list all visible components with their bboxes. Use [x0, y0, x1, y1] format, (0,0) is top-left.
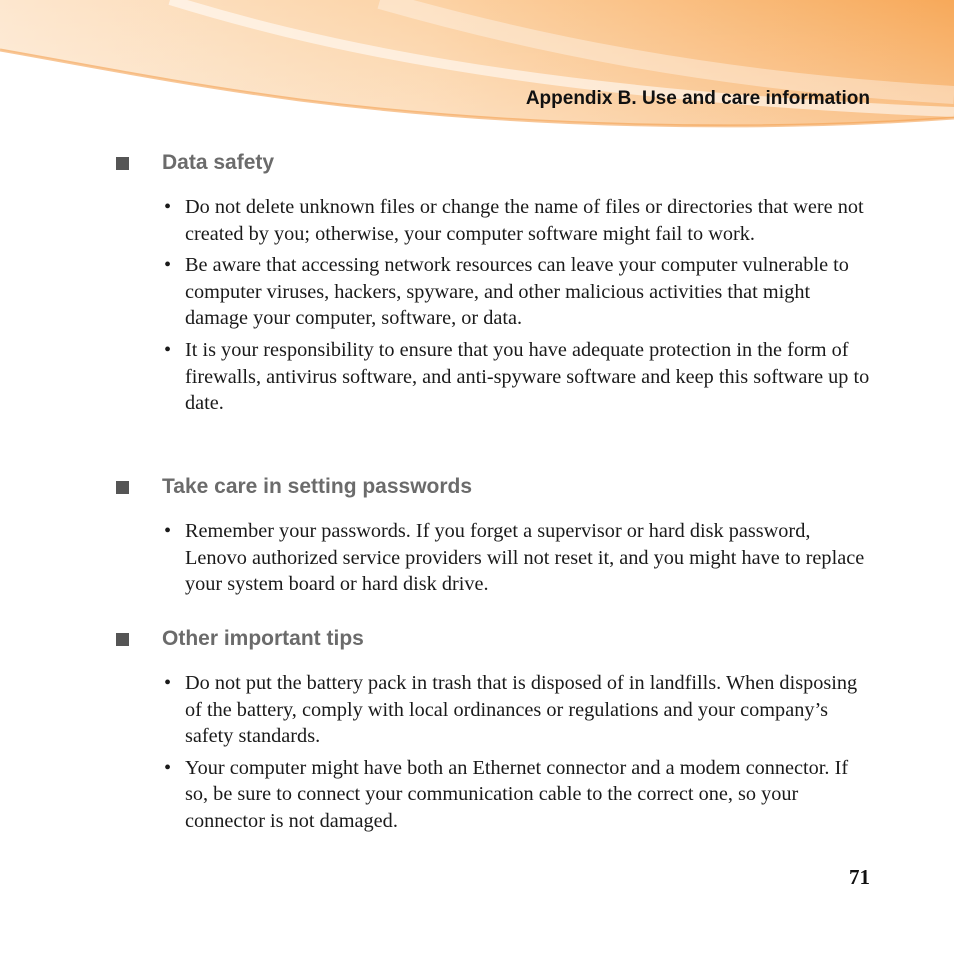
header-decoration [0, 0, 954, 140]
list-item-text: Your computer might have both an Ethernet connector and a modem connector. If so, be sure to connect your communication cable to the correct one, so your connector is not damaged. [185, 756, 849, 832]
list-item-text: Do not put the battery pack in trash that is disposed of in landfills. When disposing of the battery, comply with local ordinances or regulations and your company’s safety standards. [185, 672, 858, 748]
section-title: Data safety [162, 151, 275, 174]
bullet-dot-icon: • [164, 196, 172, 218]
list-item [114, 755, 875, 835]
section-heading [114, 472, 874, 502]
page-number: 71 [849, 865, 870, 889]
square-bullet-icon [116, 481, 129, 494]
bullet-dot-icon: • [164, 254, 172, 277]
section-passwords [114, 472, 874, 598]
list-item [114, 194, 875, 247]
list-item-text: Be aware that accessing network resources can leave your computer vulnerable to computer viruses, hackers, spyware, and other malicious activities that might damage your computer, software, or data. [185, 254, 849, 330]
list-item [114, 518, 875, 598]
bullet-dot-icon: • [164, 756, 172, 779]
list-item-text: It is your responsibility to ensure that you have adequate protection in the form of firewalls, antivirus software, and anti-spyware software and keep this software up to date. [185, 338, 870, 415]
bullet-list [114, 194, 874, 417]
list-item [114, 670, 875, 750]
section-heading [114, 148, 874, 178]
section-heading [114, 624, 874, 654]
section-title: Take care in setting passwords [162, 475, 473, 498]
list-item-text: Remember your passwords. If you forget a supervisor or hard disk password, Lenovo authorized service providers will not reset it, and you might have to replace your system board or hard disk drive. [185, 520, 865, 596]
section-other-tips [114, 624, 874, 835]
bullet-list [114, 670, 874, 835]
list-item [114, 252, 875, 332]
bullet-dot-icon: • [164, 520, 172, 542]
square-bullet-icon [116, 157, 129, 170]
section-title: Other important tips [162, 627, 364, 650]
list-item [114, 337, 875, 417]
section-data-safety [114, 148, 874, 417]
bullet-dot-icon: • [164, 672, 172, 694]
bullet-dot-icon: • [164, 338, 172, 361]
list-item-text: Do not delete unknown files or change the name of files or directories that were not created by you; otherwise, your computer software might fail to work. [185, 196, 864, 245]
bullet-list [114, 518, 874, 598]
square-bullet-icon [116, 633, 129, 646]
running-header-title: Appendix B. Use and care information [525, 88, 870, 109]
